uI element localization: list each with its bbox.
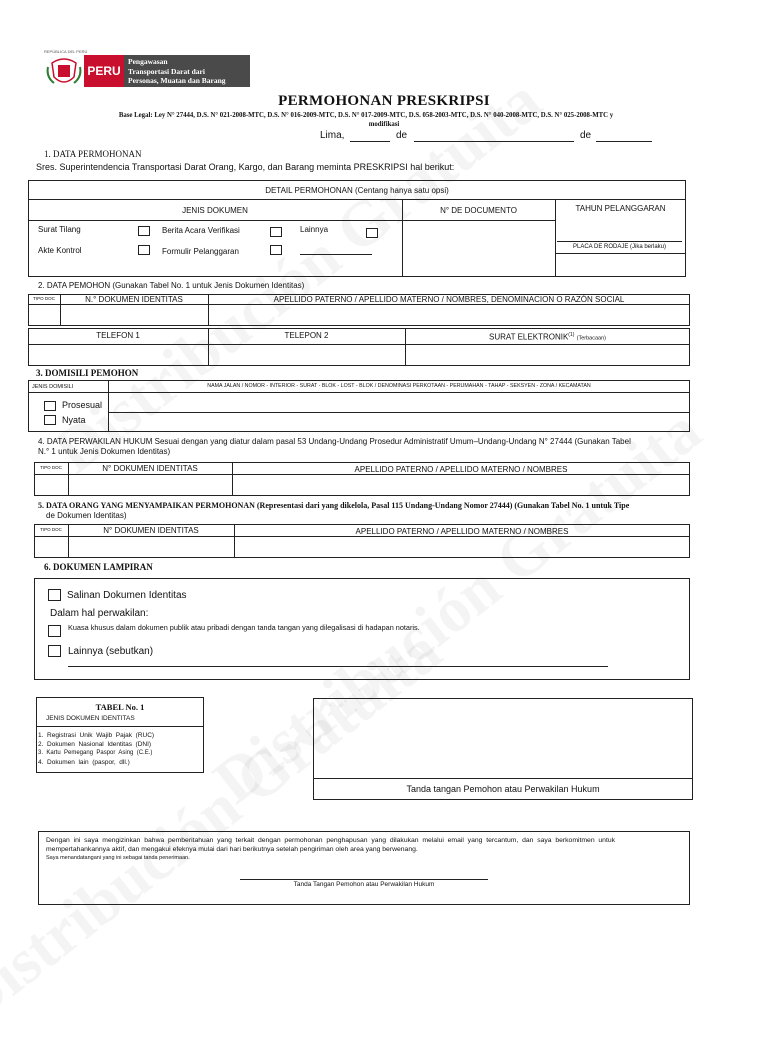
base-legal: Base Legal: Ley N° 27444, D.S. N° 021-2008-MTC, D.S. N° 016-2009-MTC, D.S. N° 017-2009-MTC, D.S. 058-2003-MTC, D.S. N° 040-2008-MTC, D.S. N° 025-2008-MTC y [118,112,614,119]
opt-berita-acara-label: Berita Acara Verifikasi [162,226,240,235]
page-title: PERMOHONAN PRESKRIPSI [278,93,490,109]
perwakilan-tipo-field[interactable] [35,475,67,495]
agency-line: Pengawasan [128,57,168,66]
consent-text [46,836,736,863]
col-nama: APELLIDO PATERNO / APELLIDO MATERNO / NOMBRES [354,465,568,474]
tabel1-item: 4. Dokumen lain (paspor, dll.) [38,759,130,766]
lainnya-lampiran-checkbox[interactable] [48,645,61,657]
signature-caption: Tanda tangan Pemohon atau Perwakilan Hukum [406,784,600,794]
akte-kontrol-checkbox[interactable] [138,245,150,255]
telefon1-field[interactable] [29,345,207,365]
tipo-doc-field[interactable] [29,305,59,325]
section4-title: 4. DATA PERWAKILAN HUKUM Sesuai dengan yang diatur dalam pasal 53 Undang-Undang Prosedur Administratif Umum–Undang-Undang N° 27444 (Gunakan Tabel [38,437,631,446]
tabel1-item: 3. Kartu Pemegang Paspor Asing (C.E.) [38,750,153,756]
penyampai-no-field[interactable] [69,537,233,557]
coat-of-arms-icon [46,57,82,87]
opt-kuasa: Kuasa khusus dalam dokumen publik atau pribadi dengan tanda tangan yang dilegalisasi di hadapan notaris. [68,623,420,632]
section1-title: 1. DATA PERMOHONAN [44,149,142,159]
section3-title: 3. DOMISILI PEMOHON [36,368,139,378]
berita-acara-checkbox[interactable] [270,227,282,237]
lainnya-field[interactable] [300,254,372,255]
section2-title: 2. DATA PEMOHON (Gunakan Tabel No. 1 untuk Jenis Dokumen Identitas) [38,281,305,290]
surat-tilang-checkbox[interactable] [138,226,150,236]
alamat-field[interactable] [109,393,689,431]
telefon2-field[interactable] [209,345,404,365]
col-tipo-doc: TIPO DOC [33,296,55,301]
opt-surat-tilang-label: Surat Tilang [38,225,81,234]
formulir-checkbox[interactable] [270,245,282,255]
consent-line: Saya menandatangani yang ini sebagai tanda penerimaan. [46,855,190,861]
opt-akte-kontrol-label: Akte Kontrol [38,246,82,255]
date-day-field[interactable] [350,141,390,142]
opt-prosesual: Prosesual [62,400,103,410]
col-tipo-doc: TIPO DOC [40,527,62,532]
perwakilan-no-field[interactable] [69,475,231,495]
date-de-label: de [580,130,592,141]
consent-line: mempertahankannya aktif, dan mengakui efeknya mulai dari hari berikutnya setelah pengiriman oleh area yang berwenang. [46,846,418,853]
date-year-field[interactable] [596,141,652,142]
email-field[interactable] [406,345,689,365]
col-tipo-doc: TIPO DOC [40,465,62,470]
col-nama: APELLIDO PATERNO / APELLIDO MATERNO / NOMBRES, DENOMINACION O RAZÓN SOCIAL [273,295,625,304]
salinan-checkbox[interactable] [48,589,61,601]
consent-signature-line[interactable] [240,879,488,880]
nama-field[interactable] [209,305,689,325]
agency-line: Transportasi Darat dari [128,66,205,76]
peru-label: PERU [84,55,124,87]
penyampai-tipo-field[interactable] [35,537,67,557]
perwakilan-nama-field[interactable] [233,475,689,495]
no-dokumen-field[interactable] [61,305,207,325]
col-tahun: TAHUN PELANGGARAN [575,204,666,213]
placa-label: PLACA DE RODAJE (Jika berlaku) [572,244,667,250]
section5-title: 5. DATA ORANG YANG MENYAMPAIKAN PERMOHONAN (Representasi dari yang dikelola, Pasal 115 Undang-Undang Nomor 27444) (Gunakan Tabel No. 1 untuk Tipe [38,501,630,510]
penyampai-nama-field[interactable] [235,537,689,557]
nyata-checkbox[interactable] [44,415,56,425]
republica-label: REPÚBLICA DEL PERÚ [44,49,88,54]
col-telefon1: TELEFON 1 [96,331,140,340]
consent-sig-caption: Tanda Tangan Pemohon atau Perwakilan Hukum [293,881,435,888]
peru-logo [44,49,250,87]
section1-intro: Sres. Superintendencia Transportasi Darat Orang, Kargo, dan Barang meminta PRESKRIPSI hal berikut: [36,162,455,172]
section6-title: 6. DOKUMEN LAMPIRAN [44,562,153,572]
col-no-documento: N° DE DOCUMENTO [440,206,517,215]
col-jenis-dokumen: JENIS DOKUMEN [182,206,248,215]
tabel1-subtitle: JENIS DOKUMEN IDENTITAS [46,715,135,722]
date-line [320,130,660,144]
consent-line: Dengan ini saya mengizinkan bahwa pemberitahuan yang terkait dengan permohonan penghapusan yang dilakukan melalui email yang tercantum, dan saya berkomitmen untuk [46,837,616,844]
agency-line: Personas, Muatan dan Barang [128,76,226,85]
tahun-field[interactable] [557,241,682,242]
tabel1-list [38,731,202,767]
email-label: SURAT ELEKTRONIK [489,332,569,342]
signature-area[interactable] [314,699,692,777]
opt-salinan: Salinan Dokumen Identitas [67,590,187,601]
email-note: (Terbacaan) [576,335,606,342]
date-month-field[interactable] [414,141,574,142]
date-de-label: de [396,130,408,141]
col-no-dokumen: N° DOKUMEN IDENTITAS [102,464,198,473]
col-no-dokumen: N.° DOKUMEN IDENTITAS [85,295,183,304]
agency-name [124,55,250,87]
lainnya-lampiran-field[interactable] [68,666,608,667]
col-nama: APELLIDO PATERNO / APELLIDO MATERNO / NOMBRES [355,527,569,536]
section5-title-cont: de Dokumen Identitas) [46,511,127,520]
tabel1-item: 2. Dokumen Nasional Identitas (DNI) [38,741,152,748]
opt-lainnya-label: Lainnya [300,225,329,234]
detail-header: DETAIL PERMOHONAN (Centang hanya satu opsi) [265,186,449,195]
base-legal-cont: modifikasi [368,121,400,128]
kuasa-checkbox[interactable] [48,625,61,637]
opt-lainnya-lampiran: Lainnya (sebutkan) [68,646,154,657]
tabel1-title: TABEL No. 1 [95,702,145,712]
col-alamat: NAMA JALAN / NOMOR - INTERIOR - SURAT - BLOK - LOST - BLOK / DENOMINASI PERKOTAAN - PERUMAHAN - TAHAP - SEKSYEN - ZONA / KECAMATAN [207,383,591,389]
lainnya-checkbox[interactable] [366,228,378,238]
col-no-dokumen: N° DOKUMEN IDENTITAS [103,526,199,535]
opt-formulir-label: Formulir Pelanggaran [162,247,239,256]
col-telefon2: TELEPON 2 [284,331,329,340]
tabel1-item: 1. Registrasi Unik Wajib Pajak (RUC) [38,732,155,739]
col-jenis-domisili: JENIS DOMISILI [32,384,74,390]
section4-title-cont: N.° 1 untuk Jenis Dokumen Identitas) [38,447,171,456]
email-footnote: (1) [568,332,575,338]
opt-nyata: Nyata [62,415,86,425]
perwakilan-label: Dalam hal perwakilan: [50,608,149,619]
prosesual-checkbox[interactable] [44,401,56,411]
date-lima-label: Lima, [320,130,345,141]
col-email [405,332,690,342]
